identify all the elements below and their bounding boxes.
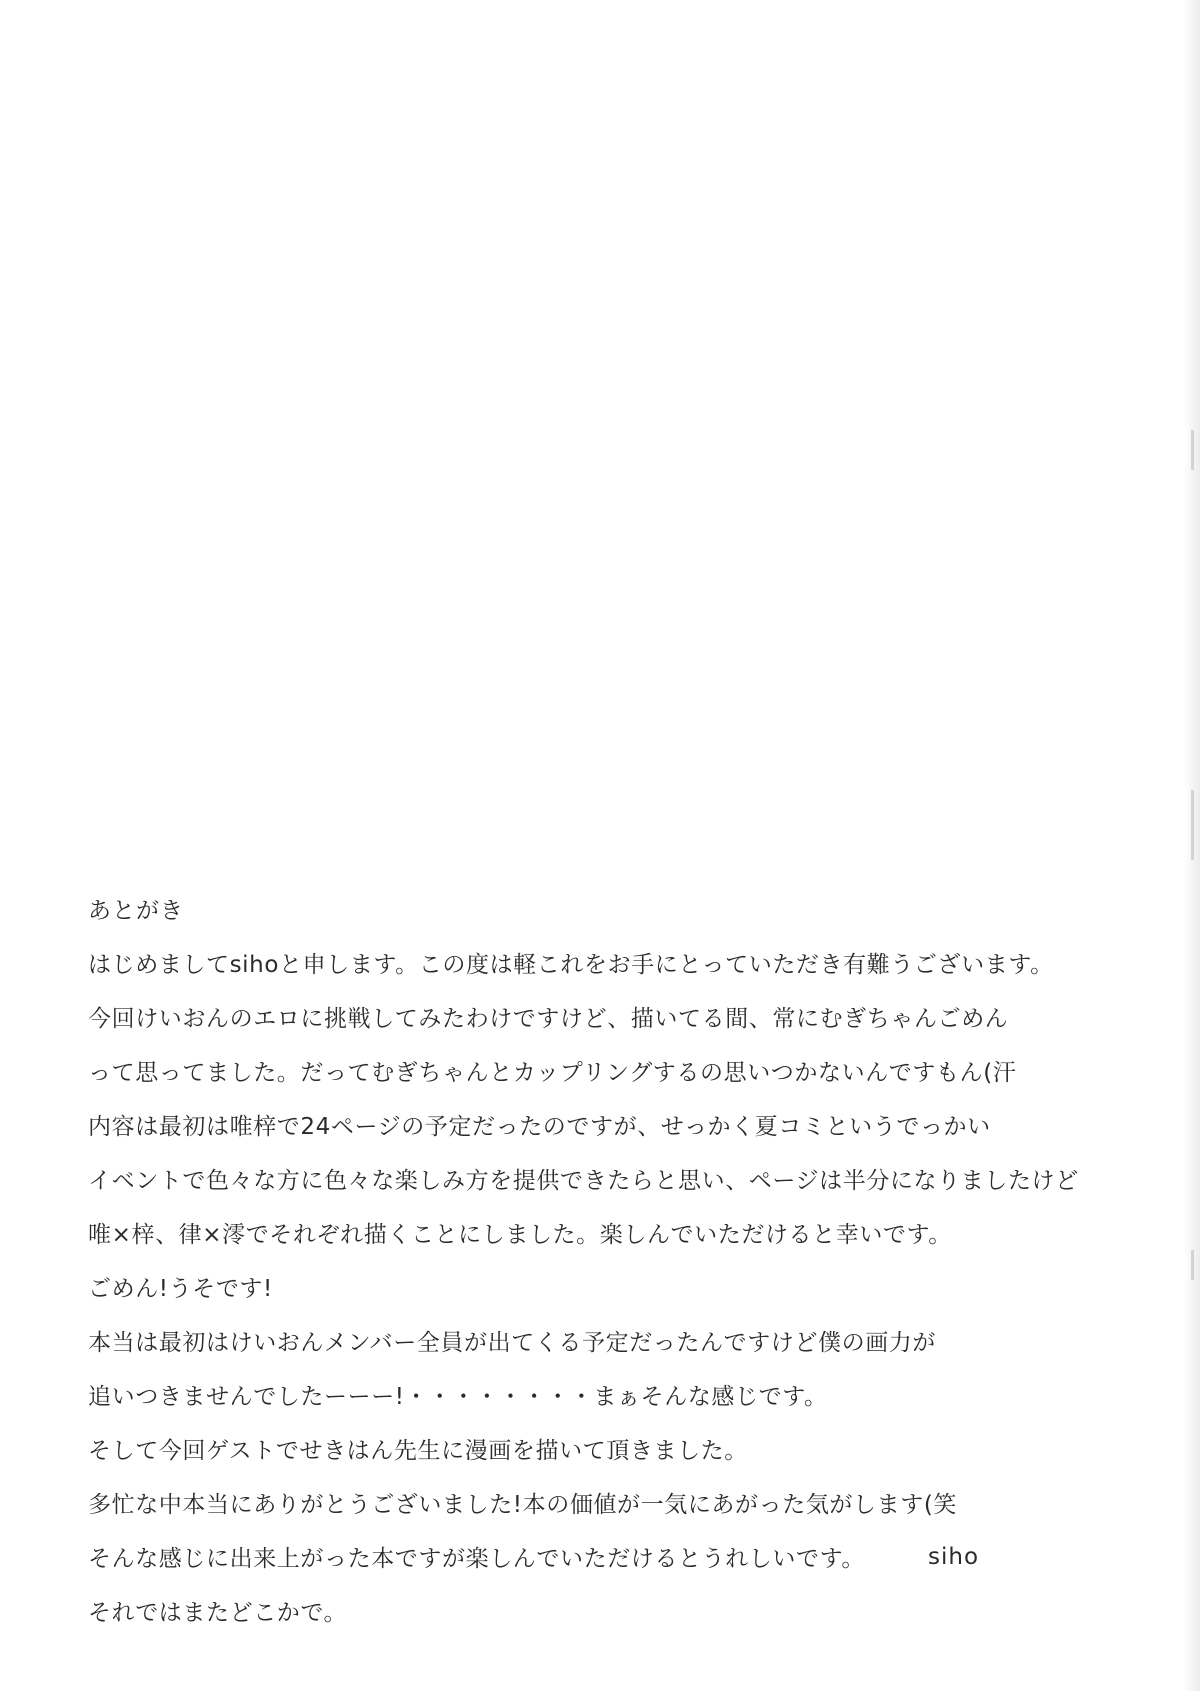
afterword-line: ごめん!うそです! <box>88 1276 273 1302</box>
afterword-line: 今回けいおんのエロに挑戦してみたわけですけど、描いてる間、常にむぎちゃんごめん <box>88 1006 1009 1032</box>
afterword-title: あとがき <box>88 898 184 924</box>
afterword-line: はじめましてsihoと申します。この度は軽これをお手にとっていただき有難うございます。 <box>88 952 1054 978</box>
afterword-line: 多忙な中本当にありがとうございました!本の価値が一気にあがった気がします(笑 <box>88 1492 957 1518</box>
page-edge-mark <box>1191 1250 1194 1280</box>
afterword-line: 唯×梓、律×澪でそれぞれ描くことにしました。楽しんでいただけると幸いです。 <box>88 1222 952 1248</box>
afterword-section <box>88 896 1128 1652</box>
author-signature: siho <box>928 1544 980 1570</box>
afterword-line: イベントで色々な方に色々な楽しみ方を提供できたらと思い、ページは半分になりましたけど <box>88 1168 1079 1194</box>
afterword-line: そして今回ゲストでせきはん先生に漫画を描いて頂きました。 <box>88 1438 748 1464</box>
page-edge-mark <box>1191 790 1194 860</box>
afterword-line: それではまたどこかで。 <box>88 1600 348 1626</box>
afterword-line: 追いつきませんでしたーーー!・・・・・・・・まぁそんな感じです。 <box>88 1384 828 1410</box>
afterword-line: って思ってました。だってむぎちゃんとカップリングするの思いつかないんですもん(汗 <box>88 1060 1017 1086</box>
afterword-line: そんな感じに出来上がった本ですが楽しんでいただけるとうれしいです。 <box>88 1546 865 1572</box>
afterword-body <box>88 950 1128 1629</box>
afterword-line: 内容は最初は唯梓で24ページの予定だったのですが、せっかく夏コミというでっかい <box>88 1114 991 1140</box>
page-edge-mark <box>1191 430 1194 470</box>
afterword-line: 本当は最初はけいおんメンバー全員が出てくる予定だったんですけど僕の画力が <box>88 1330 936 1356</box>
